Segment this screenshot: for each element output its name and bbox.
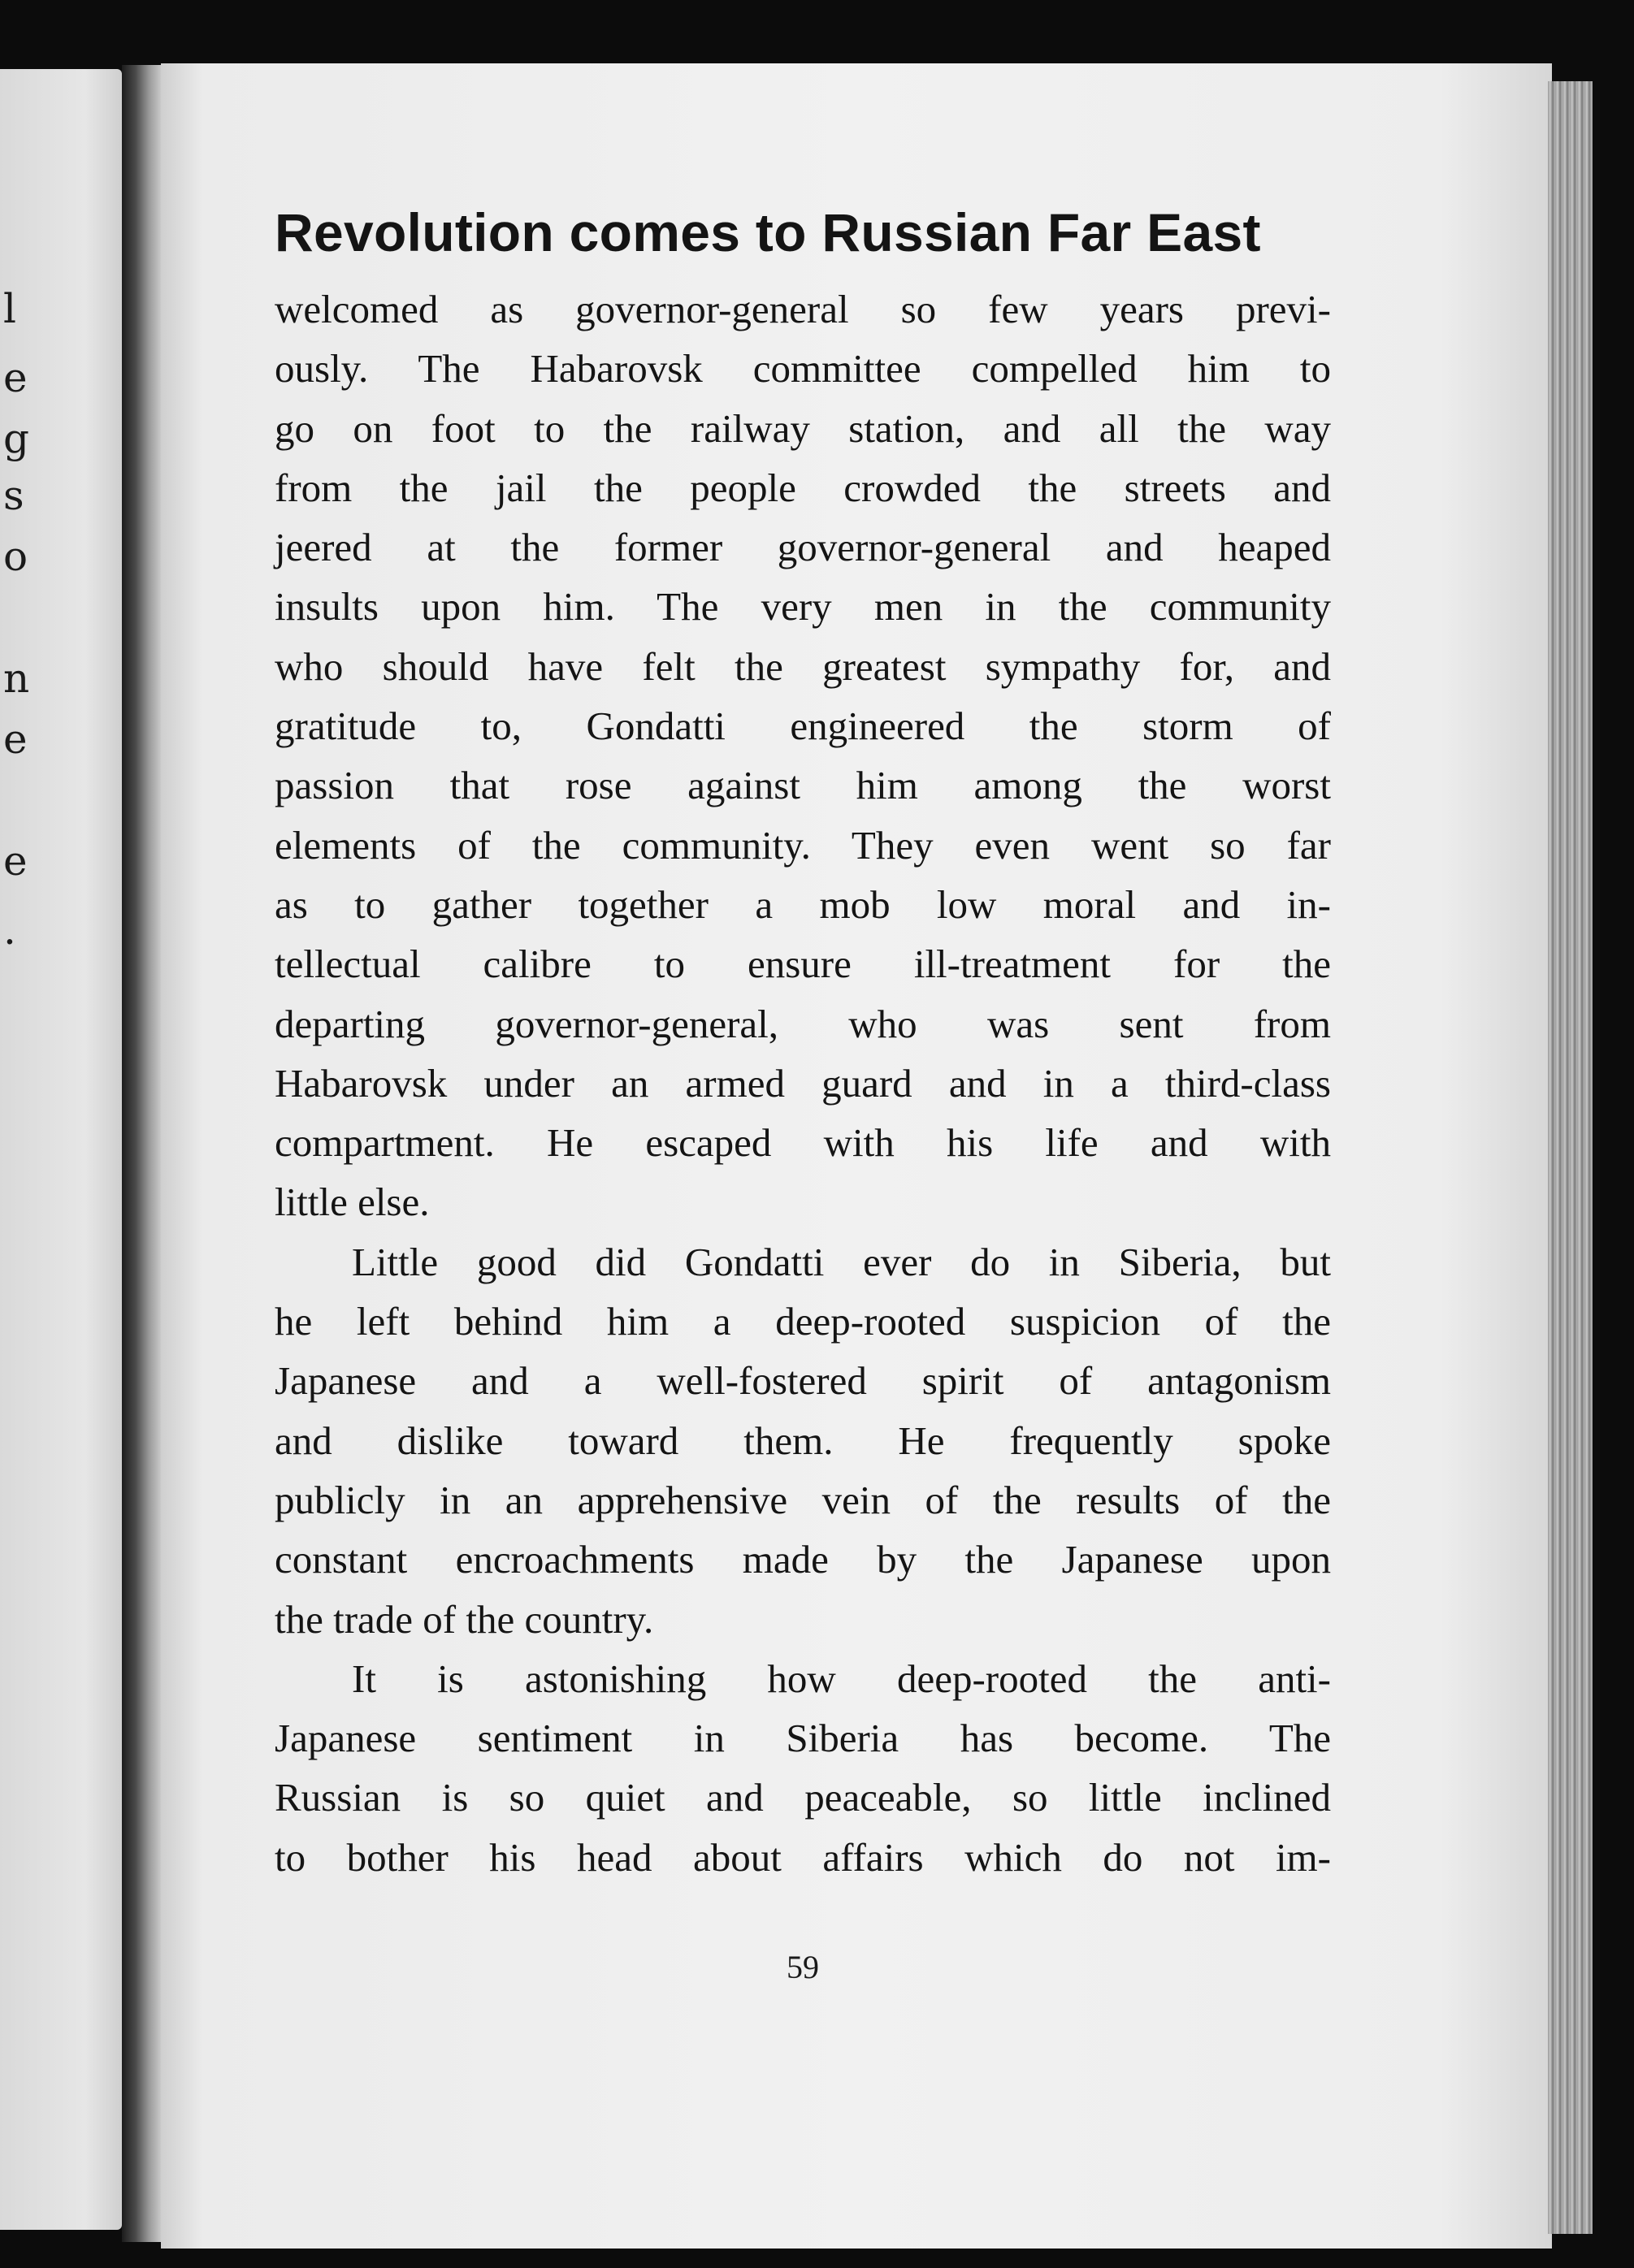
text-line: Habarovsk under an armed guard and in a third-class	[275, 1060, 1331, 1106]
text-line: publicly in an apprehensive vein of the results of the	[275, 1477, 1331, 1522]
text-line: Little good did Gondatti ever do in Siberia, but	[352, 1239, 1331, 1284]
text-line: Japanese sentiment in Siberia has become. The	[275, 1716, 1331, 1761]
text-line: from the jail the people crowded the streets and	[275, 465, 1331, 510]
text-line: go on foot to the railway station, and all the way	[275, 405, 1331, 451]
prev-page-fragment: l	[3, 285, 16, 332]
text-line: who should have felt the greatest sympathy for, and	[275, 643, 1331, 689]
text-line: insults upon him. The very men in the community	[275, 584, 1331, 630]
prev-page-fragment: e	[3, 838, 28, 885]
prev-page-fragment: e	[3, 354, 28, 401]
text-line: constant encroachments made by the Japanese upon	[275, 1537, 1331, 1582]
text-line: elements of the community. They even went so far	[275, 822, 1331, 868]
prev-page-fragment: e	[3, 716, 28, 763]
text-line: passion that rose against him among the worst	[275, 763, 1331, 808]
running-header: Revolution comes to Russian Far East	[275, 202, 1261, 262]
page-text-block	[275, 185, 1331, 1985]
text-line: tellectual calibre to ensure ill-treatment for the	[275, 941, 1331, 987]
text-line: to bother his head about affairs which do not im-	[275, 1834, 1331, 1880]
text-line: departing governor-general, who was sent from	[275, 1001, 1331, 1046]
text-line: the trade of the country.	[275, 1596, 654, 1642]
text-line: Japanese and a well-fostered spirit of antagonism	[275, 1358, 1331, 1404]
previous-page-edge	[0, 69, 122, 2230]
text-line: little else.	[275, 1179, 430, 1225]
text-line: gratitude to, Gondatti engineered the storm of	[275, 703, 1331, 749]
text-line: It is astonishing how deep-rooted the anti-	[352, 1656, 1331, 1701]
text-line: as to gather together a mob low moral and in-	[275, 881, 1331, 927]
text-line: welcomed as governor-general so few years previ-	[275, 287, 1331, 331]
prev-page-fragment: .	[3, 907, 16, 954]
page-stack-edge	[1548, 81, 1593, 2234]
text-line: he left behind him a deep-rooted suspicion of the	[275, 1299, 1331, 1344]
text-line: compartment. He escaped with his life and with	[275, 1120, 1331, 1166]
prev-page-fragment: o	[3, 533, 28, 580]
prev-page-fragment: g	[3, 415, 30, 462]
text-line: Russian is so quiet and peaceable, so little inclined	[275, 1775, 1331, 1820]
page-number: 59	[787, 1949, 819, 1985]
book-page	[161, 63, 1552, 2249]
text-line: ously. The Habarovsk committee compelled him to	[275, 346, 1331, 392]
prev-page-fragment: n	[3, 655, 30, 702]
text-line: jeered at the former governor-general and heaped	[275, 525, 1331, 570]
prev-page-fragment: s	[3, 472, 24, 519]
book-gutter	[122, 65, 161, 2242]
text-line: and dislike toward them. He frequently spoke	[275, 1418, 1331, 1463]
